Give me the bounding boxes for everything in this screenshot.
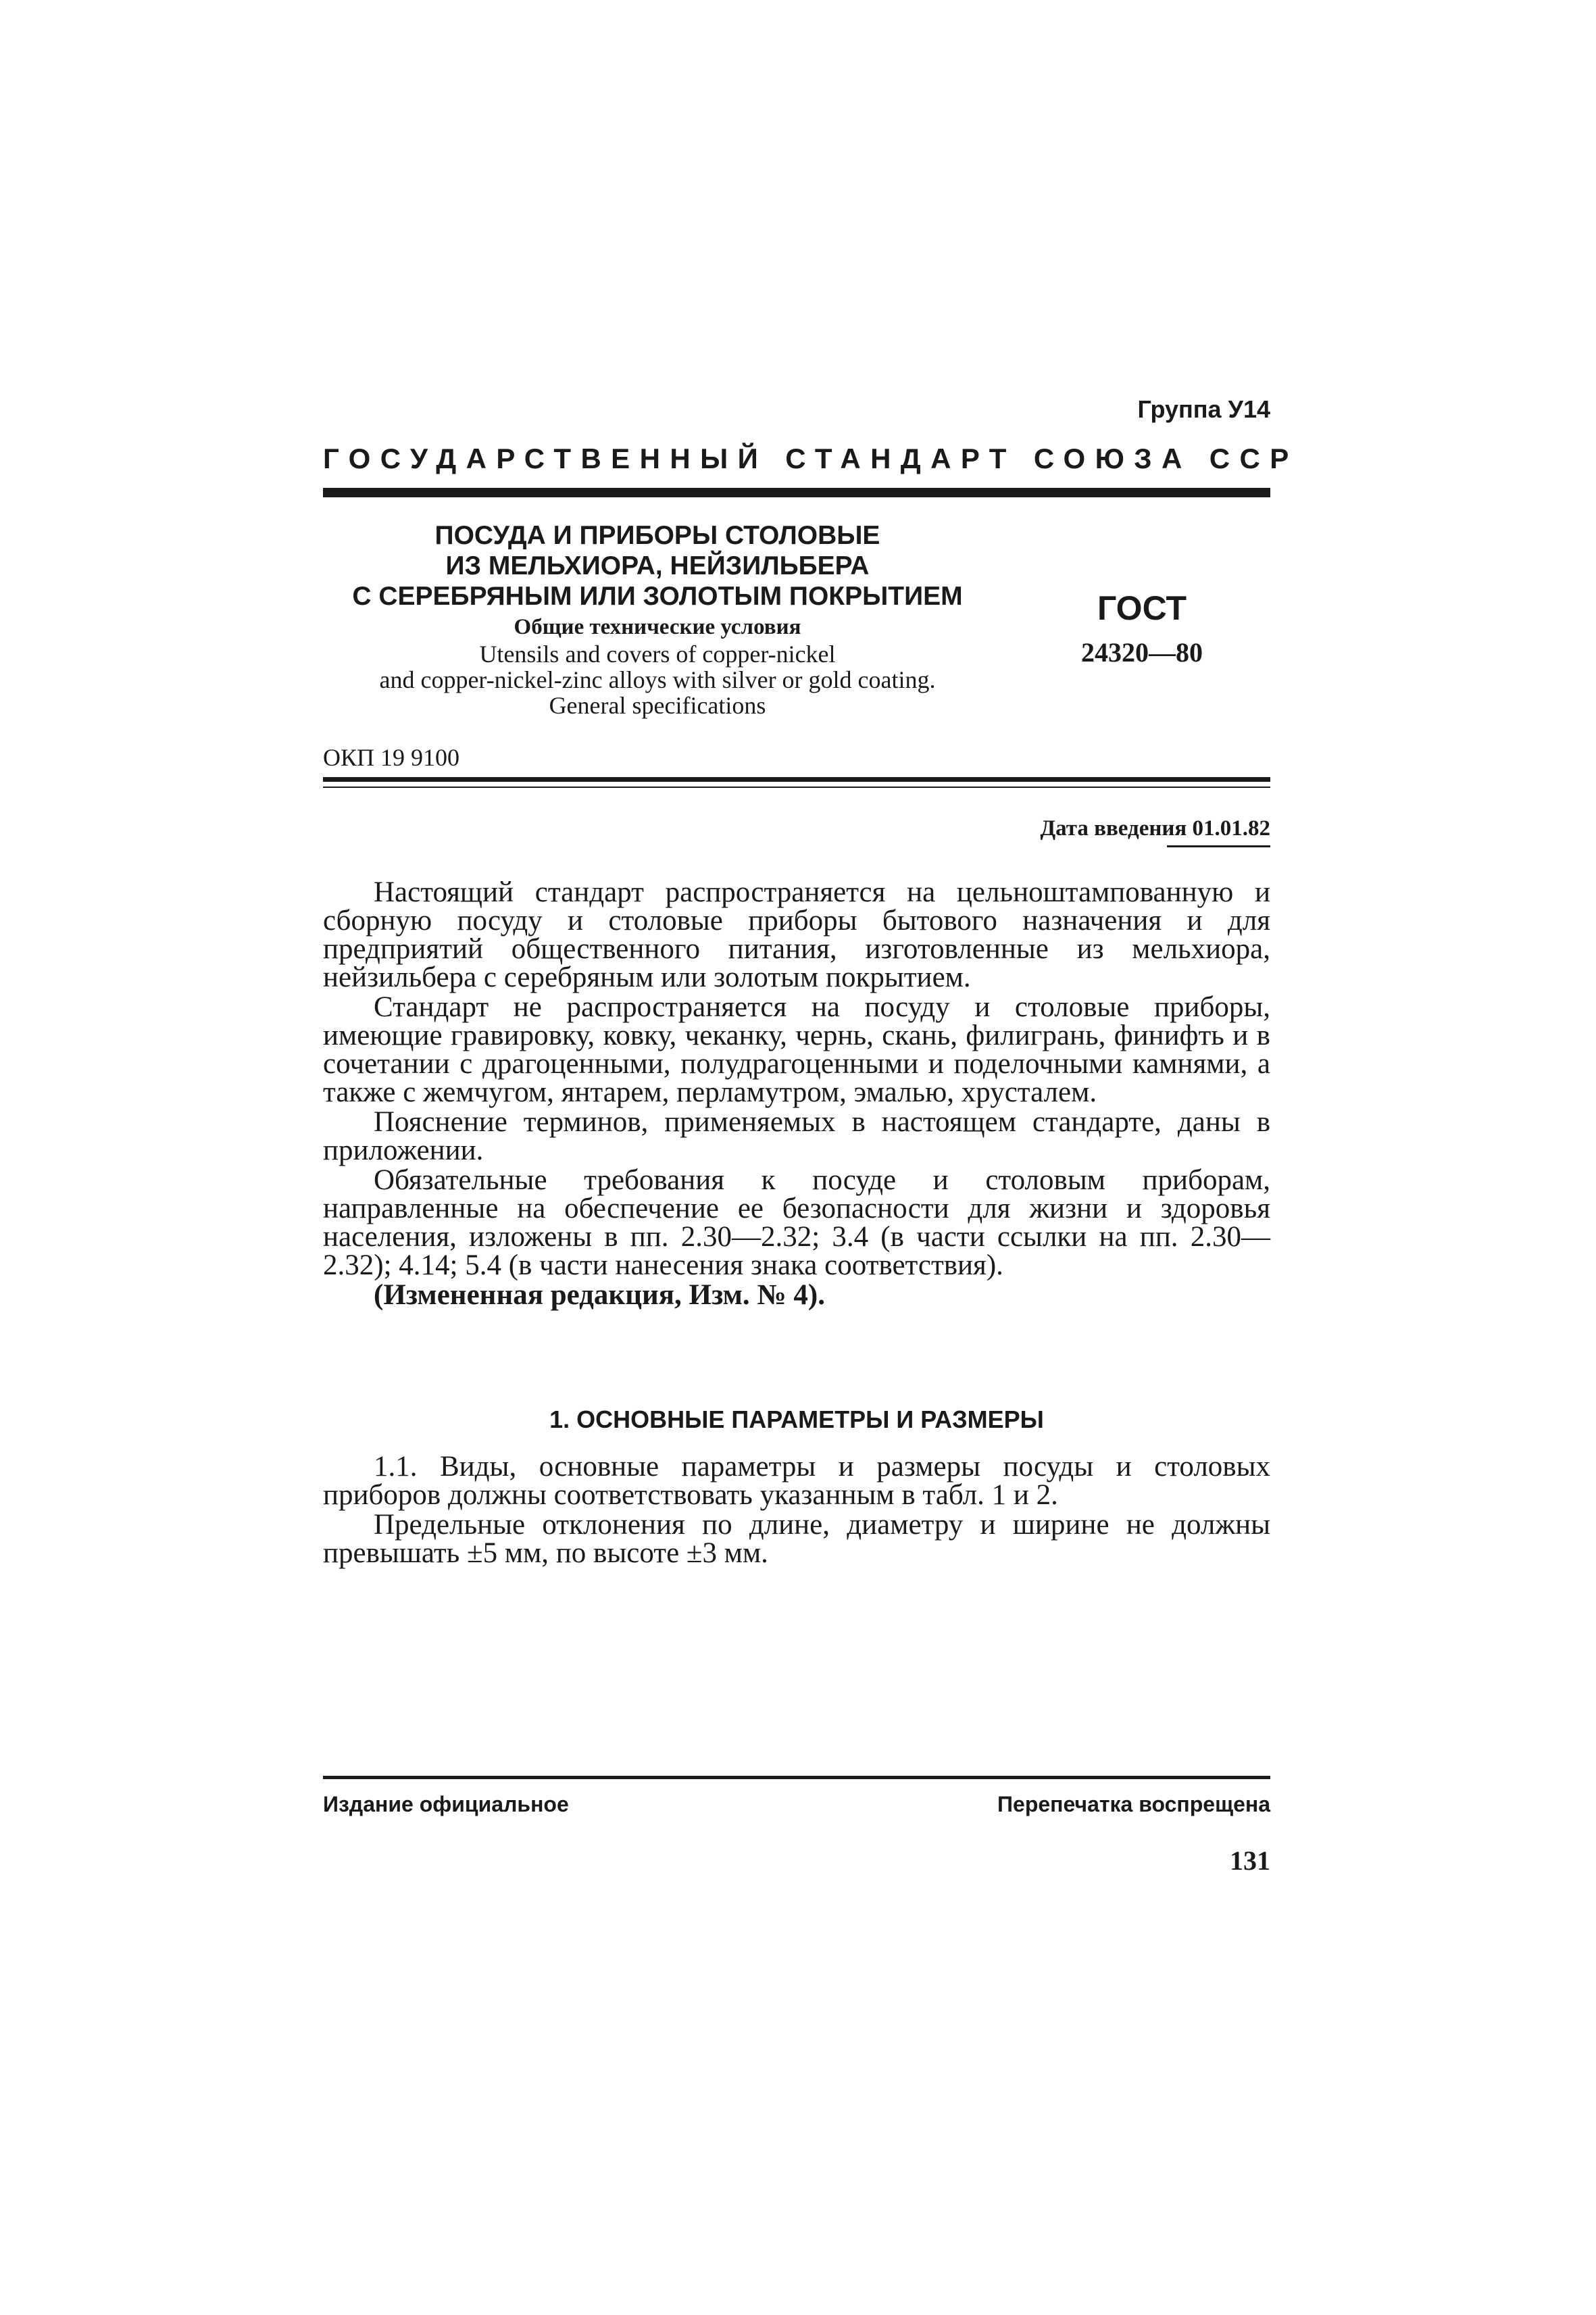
- title-line-2: ИЗ МЕЛЬХИОРА, НЕЙЗИЛЬБЕРА: [445, 551, 870, 580]
- title-block: [323, 520, 992, 718]
- english-title-line-2: and copper-nickel-zinc alloys with silver or gold coating.: [379, 666, 936, 693]
- gost-block: [1014, 588, 1270, 670]
- date-underline: [1167, 845, 1270, 847]
- english-title-line-1: Utensils and covers of copper-nickel: [479, 641, 836, 668]
- subtitle: Общие технические условия: [514, 615, 801, 639]
- paragraph-mandatory: Обязательные требования к посуде и столовым приборам, направленные на обеспечение ее безопасности для жизни и здоровья населения, изложены в пп. 2.30—2.32; 3.4 (в части ссылки на пп. 2.30—2.32); 4.14; 5.4 (в части нанесения знака соответствия).: [323, 1164, 1270, 1281]
- okp-code: ОКП 19 9100: [323, 744, 460, 771]
- paragraph-terms: Пояснение терминов, применяемых в настоящем стандарте, даны в приложении.: [323, 1106, 1270, 1166]
- paragraph-scope: Настоящий стандарт распространяется на цельноштампованную и сборную посуду и столовые приборы бытового назначения и для предприятий общественного питания, изготовленные из мельхиора, нейзильбера с серебряным или золотым покрытием.: [323, 876, 1270, 993]
- section-body: [323, 1453, 1270, 1569]
- gost-number: 24320—80: [1081, 637, 1203, 668]
- body-main: [323, 878, 1270, 1311]
- title-line-3: С СЕРЕБРЯНЫМ ИЛИ ЗОЛОТЫМ ПОКРЫТИЕМ: [352, 582, 963, 611]
- english-title-line-3: General specifications: [549, 692, 766, 719]
- gost-label: ГОСТ: [1097, 589, 1187, 627]
- footer-reprint-prohibited: Перепечатка воспрещена: [997, 1792, 1270, 1816]
- paragraph-exclusions: Стандарт не распространяется на посуду и столовые приборы, имеющие гравировку, ковку, чеканку, чернь, скань, филигрань, финифть и в сочетании с драгоценными, полудрагоценными и поделочными камнями, а также с жемчугом, янтарем, перламутром, эмалью, хрусталем.: [323, 991, 1270, 1108]
- section-heading: 1. ОСНОВНЫЕ ПАРАМЕТРЫ И РАЗМЕРЫ: [549, 1405, 1044, 1433]
- introduction-date: Дата введения 01.01.82: [1040, 816, 1270, 841]
- section-rule-thin: [323, 787, 1270, 788]
- state-standard-header: ГОСУДАРСТВЕННЫЙ СТАНДАРТ СОЮЗА ССР: [323, 443, 1299, 474]
- paragraph-deviations: Предельные отклонения по длине, диаметру и ширине не должны превышать ±5 мм, по высоте ±3 мм.: [323, 1509, 1270, 1569]
- edit-note: (Измененная редакция, Изм. № 4).: [374, 1279, 825, 1311]
- footer-rule: [323, 1776, 1270, 1779]
- page-number: 131: [1230, 1845, 1270, 1876]
- group-label: Группа У14: [1137, 395, 1270, 423]
- paragraph-1-1: 1.1. Виды, основные параметры и размеры посуды и столовых приборов должны соответствовать указанным в табл. 1 и 2.: [323, 1451, 1270, 1511]
- section-rule: [323, 777, 1270, 782]
- header-rule: [323, 488, 1270, 497]
- footer-official-edition: Издание официальное: [323, 1792, 569, 1816]
- title-line-1: ПОСУДА И ПРИБОРЫ СТОЛОВЫЕ: [434, 521, 880, 550]
